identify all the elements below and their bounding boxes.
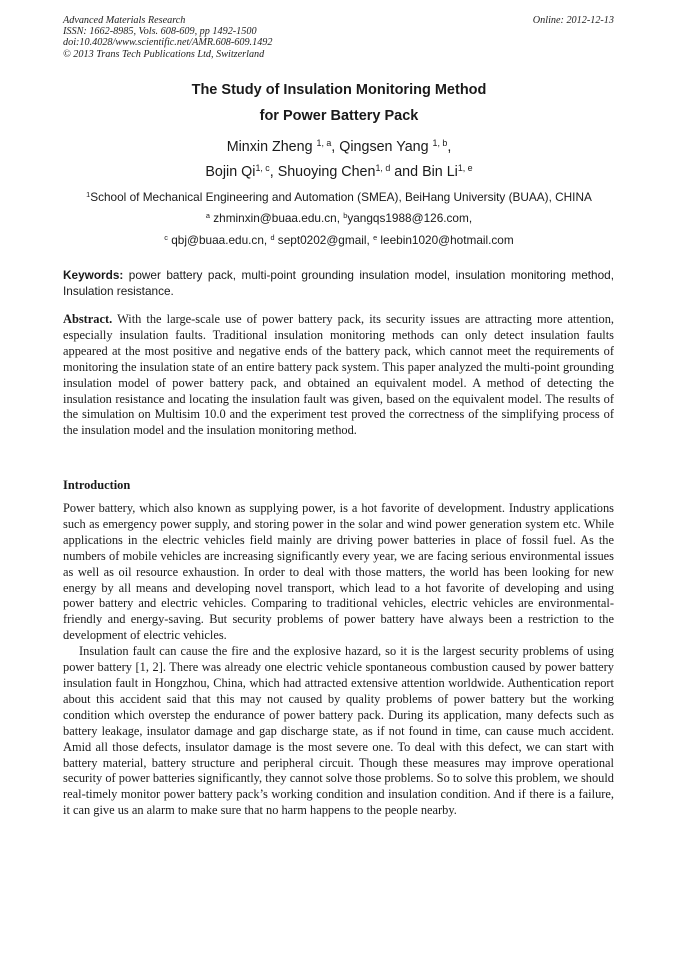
keywords-text: power battery pack, multi-point grounding insulation model, insulation monitoring method, Insulation resistance. [63,268,614,298]
author-separator: , [447,139,452,155]
journal-issn: ISSN: 1662-8985, Vols. 608-609, pp 1492-1500 [63,26,257,38]
author-separator: , [269,164,278,180]
affiliation [0,190,678,204]
paragraph: Power battery, which also known as supplying power, is a hot favorite of development. Industry applications such as emergency power supply, and storing power in the solar and wind power generation system etc. While applications in the electric vehicles field mainly are driving power batteries in place of fossil fuel. As the numbers of mobile vehicles are increasing significantly every year, we are facing serious environmental issues as well as oil resource exhaustion. In order to deal with those matters, the world has been looking for new energy by all means and developing novel transport, which lead to a hot favorite of developing and using power battery and electric vehicles. Comparing to traditional vehicles, electric vehicles are environmental-friendly and energy-saving. But security problems of power battery have always been a restriction to the development of electric vehicles. [63,501,614,643]
email-text: sept0202@gmail, [274,233,374,247]
paper-title-line2: for Power Battery Pack [259,108,419,124]
email-text: yangqs1988@126.com, [347,211,473,225]
author-name: Bojin Qi [205,164,256,180]
author-name: Minxin Zheng [226,139,313,155]
journal-copyright: © 2013 Trans Tech Publications Ltd, Switzerland [63,48,265,60]
author-name: Shuoying Chen [277,164,376,180]
introduction-body [63,501,614,819]
abstract [63,312,614,439]
author-sup: 1, c [255,163,270,174]
author-sup: 1, e [457,163,473,174]
author-sup: 1, b [432,138,448,149]
email-text: zhminxin@buaa.edu.cn, [209,211,344,225]
affiliation-sup: 1 [86,189,91,199]
email-text: leebin1020@hotmail.com [377,233,514,247]
author-separator: and [390,164,423,180]
author-line2 [0,164,678,180]
abstract-label: Abstract. [63,312,113,326]
affiliation-text: School of Mechanical Engineering and Automation (SMEA), BeiHang University (BUAA), CHINA [90,190,592,204]
author-separator: , [331,139,340,155]
author-sup: 1, d [375,163,391,174]
journal-name: Advanced Materials Research [63,15,186,26]
abstract-text: With the large-scale use of power battery pack, its security issues are attracting more attention, especially insulation faults. Traditional insulation monitoring methods can only detect insulation faults appeared at the most positive and negative ends of the battery pack, which cannot meet the requirements of monitoring the insulation state of an entire battery pack system. This paper analyzed the multi-point grounding insulation model of power battery pack, and obtained an equivalent model. A method of detecting the insulation resistance and locating the insulation fault was given, based on the equivalent model. The results of the simulation on Multisim 10.0 and the experiment test proved the correctness of the simplifying process of the insulation model and the insulation monitoring method. [63,312,614,438]
section-heading-introduction: Introduction [63,478,131,492]
email-sup: d [270,232,275,242]
author-name: Qingsen Yang [339,139,429,155]
email-text: qbj@buaa.edu.cn, [167,233,271,247]
journal-doi: doi:10.4028/www.scientific.net/AMR.608-609.1492 [63,37,273,49]
paragraph: Insulation fault can cause the fire and the explosive hazard, so it is the largest security problems of using power battery [1, 2]. There was already one electric vehicle spontaneous combustion caused by power battery insulation fault in Hongzhou, China, which had attracted extensive attention worldwide. Authentication report about this accident said that this may not caused by quality problems of power battery but the working condition which overstep the endurance of power battery pack. During its application, many defects such as battery leakage, insulator damage and gap discharge state, as if not found in time, can cause much accident. Amid all those defects, insulator damage is the most severe one. To deal with this defect, we can start with battery material, battery structure and peripheral circuit. Though these measures may improve operational security of power batteries significantly, they cannot solve those problems. So to solve this problem, we should real-timely monitor power battery pack’s working condition and insulation condition. And if there is a failure, it can give us an alarm to make sure that no harm happens to the people nearby. [63,644,614,818]
email-sup: a [205,210,210,220]
paper-title-line1: The Study of Insulation Monitoring Method [191,82,487,98]
author-sup: 1, a [316,138,332,149]
keywords [63,267,614,299]
email-line2 [0,233,678,247]
email-sup: e [373,232,378,242]
email-line1 [0,211,678,225]
email-sup: c [164,232,168,242]
online-date: Online: 2012-12-13 [532,15,614,26]
journal-header [63,15,272,60]
author-name: Bin Li [422,164,458,180]
author-line1 [0,139,678,155]
keywords-label: Keywords: [63,268,124,282]
email-sup: b [343,210,348,220]
